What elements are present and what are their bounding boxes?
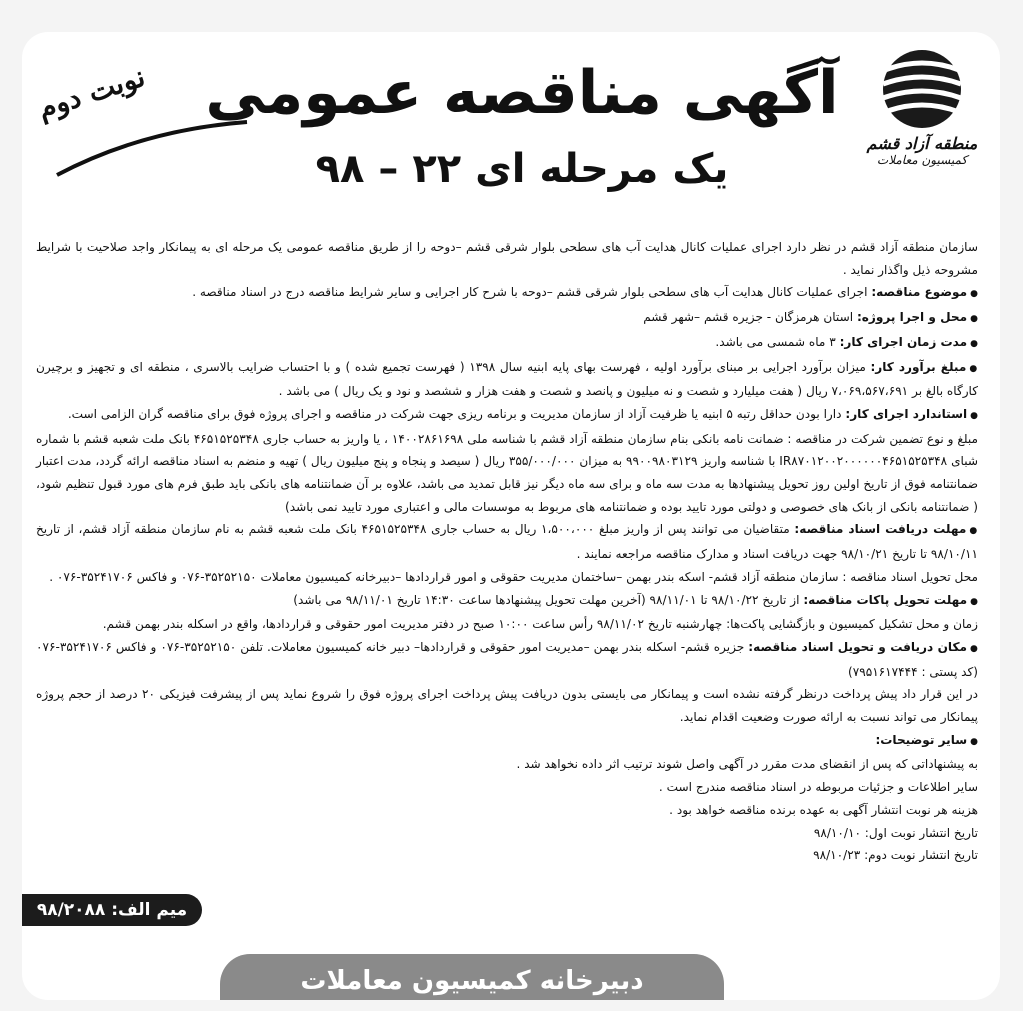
other-item [36, 729, 978, 754]
guarantee-paragraph: مبلغ و نوع تضمین شرکت در مناقصه : ضمانت نامه بانکی بنام سازمان منطقه آزاد قشم با شناسه ملی ۱۴۰۰۲۸۶۱۶۹۸ ، یا واریز به حساب جاری ۴۶۵۱۵۲۵۳۴۸ بانک ملت شعبه قشم با شماره شبای IR۸۷۰۱۲۰۰۲۰۰۰۰۰۰۴۶۵۱۵۲۵۳۴۸ با شناسه واریز ۹۹۰۰۹۸۰۳۱۲۹ به میزان ۳۵۵/۰۰۰/۰۰۰ ریال ( سیصد و پنجاه و پنج میلیون ریال ) تهیه و منضم به اسناد مناقصه ارائه گردد، مدت اعتبار ضمانتنامه فوق از تاریخ اولین روز تحویل پیشنهادها به مدت سه ماه و برای سه ماه دیگر نیز قابل تمدید می باشد، علاوه بر آن ضمانتنامه های بانکی باید طبق فرم های مورد قبول تنظیم شود،( ضمانتنامه بانکی از بانک های خصوصی و دولتی مورد تایید بوده و ضمانتنامه های مربوط به موسسات مالی و اعتباری مورد تایید نمی باشد) [36, 431, 978, 514]
other-line-3: هزینه هر نوبت انتشار آگهی به عهده برنده مناقصه خواهد بود . [669, 802, 978, 817]
docs-place-paragraph: محل تحویل اسناد مناقصه : سازمان منطقه آزاد قشم- اسکه بندر بهمن –ساختمان مدیریت حقوقی و امور قراردادها –دبیرخانه کمیسیون معاملات ۳۵۲۵۲۱۵۰-۰۷۶ و فاکس ۳۵۲۴۱۷۰۶-۰۷۶ . [49, 569, 978, 584]
docs-label: مهلت دریافت اسناد مناقصه: [794, 522, 967, 537]
place-label: مکان دریافت و تحویل اسناد مناقصه: [748, 639, 967, 654]
standard-item [36, 403, 978, 428]
publish-date-first: تاریخ انتشار نوبت اول: ۹۸/۱۰/۱۰ [813, 825, 978, 840]
subject-text: اجرای عملیات کانال هدایت آب های سطحی بلوار شرقی قشم –دوحه با شرح کار اجرایی و سایر شرایط مناقصه درج در اسناد مناقصه . [192, 285, 868, 300]
duration-text: ۳ ماه شمسی می باشد. [715, 334, 836, 349]
page-subtitle: یک مرحله ای ۲۲ – ۹۸ [315, 146, 729, 192]
packets-label: مهلت تحویل پاکات مناقصه: [803, 592, 968, 607]
packets-item [36, 589, 978, 614]
publish-date-second: تاریخ انتشار نوبت دوم: ۹۸/۱۰/۲۳ [813, 848, 978, 863]
other-label: سایر توضیحات: [875, 732, 968, 747]
opening-paragraph: زمان و محل تشکیل کمیسیون و بازگشایی پاکت‌ها: چهارشنبه تاریخ ۹۸/۱۱/۰۲ رأس ساعت ۱۰:۰۰ صبح در دفتر مدیریت امور حقوقی و قراردادها، واقع در اسکله بندر بهمن قشم. [102, 617, 978, 632]
standard-text: دارا بودن حداقل رتبه ۵ ابنیه یا ظرفیت آزاد از سازمان مدیریت و برنامه ریزی جهت شرکت در مناقصه و اجرای پروژه فوق برای مناقصه گران الزامی است. [67, 406, 842, 421]
other-line-2: سایر اطلاعات و جزئیات مربوطه در اسناد مناقصه مندرج است . [658, 780, 978, 795]
logo-name: منطقه آزاد قشم [866, 134, 978, 153]
place-text: جزیره قشم- اسکله بندر بهمن –مدیریت امور حقوقی و قراردادها– دبیر خانه کمیسیون معاملات. تلفن ۳۵۲۵۲۱۵۰-۰۷۶ و فاکس ۳۵۲۴۱۷۰۶-۰۷۶ (کد پستی : ۷۹۵۱۶۱۷۴۴۴) [36, 639, 978, 679]
location-item [36, 306, 978, 331]
place-item [36, 636, 978, 683]
duration-item [36, 331, 978, 356]
subject-label: موضوع مناقصه: [871, 285, 968, 300]
page-title: آگهی مناقصه عمومی [205, 58, 839, 128]
notice-body [36, 236, 978, 867]
logo-subtitle: کمیسیون معاملات [876, 153, 968, 167]
docs-text: متقاضیان می توانند پس از واریز مبلغ ۱،۵۰۰،۰۰۰ ریال به حساب جاری ۴۶۵۱۵۲۵۳۴۸ بانک ملت شعبه قشم به نام سازمان منطقه آزاد قشم، از تاریخ ۹۸/۱۰/۱۱ تا تاریخ ۹۸/۱۰/۲۱ جهت دریافت اسناد و مدارک مناقصه مراجعه نمایند . [36, 522, 978, 562]
docs-item [36, 518, 978, 565]
other-line-1: به پیشنهاداتی که پس از انقضای مدت مقرر در آگهی واصل شوند ترتیب اثر داده نخواهد شد . [516, 757, 978, 772]
duration-label: مدت زمان اجرای کار: [839, 334, 968, 349]
standard-label: استاندارد اجرای کار: [845, 406, 968, 421]
subject-item [36, 281, 978, 306]
notice-code-badge: میم الف: ۹۸/۲۰۸۸ [22, 894, 202, 926]
logo [862, 48, 982, 238]
round-curve-icon [52, 120, 252, 180]
prepay-paragraph: در این قرار داد پیش پرداخت درنظر گرفته نشده است و پیمانکار می بایستی بدون دریافت پیش پرداخت اجرای پروژه فوق را شروع نماید پس از پیشرفت فیزیکی ۲۰ درصد از حجم پروژه پیمانکار می تواند نسبت به ارائه صورت وضعیت اقدام نماید. [36, 687, 979, 725]
footer-banner: دبیرخانه کمیسیون معاملات [220, 954, 724, 1000]
notice-page [22, 32, 1000, 1000]
estimate-label: مبلغ برآورد کار: [870, 359, 967, 374]
intro-paragraph: سازمان منطقه آزاد قشم در نظر دارد اجرای عملیات کانال هدایت آب های سطحی بلوار شرقی قشم –دوحه را از طریق مناقصه عمومی یک مرحله ای به پیمانکار واجد صلاحیت با شرایط مشروحه ذیل واگذار نماید . [36, 240, 978, 277]
logo-waves-icon [881, 48, 963, 130]
location-text: استان هرمزگان - جزیره قشم –شهر قشم [643, 310, 854, 325]
packets-text: از تاریخ ۹۸/۱۰/۲۲ تا ۹۸/۱۱/۰۱ (آخرین مهلت تحویل پیشنهادها ساعت ۱۴:۳۰ تاریخ ۹۸/۱۱/۰۱ می باشد) [293, 592, 800, 607]
estimate-text: میزان برآورد اجرایی بر مبنای برآورد اولیه ، فهرست بهای پایه ابنیه سال ۱۳۹۸ ( فهرست تجمیع شده ) و با احتساب ضرایب بالاسری ، منطقه ای و تجهیز و برچیرن کارگاه بالغ بر ۷،۰۶۹،۵۶۷،۶۹۱ ریال ( هفت میلیارد و شصت و نه میلیون و پانصد و شصت و هفت هزار و ششصد و نود و یک ریال ) می باشد . [36, 359, 978, 399]
round-label: نوبت دوم [33, 59, 150, 126]
estimate-item [36, 356, 978, 403]
location-label: محل و اجرا پروژه: [856, 310, 968, 325]
